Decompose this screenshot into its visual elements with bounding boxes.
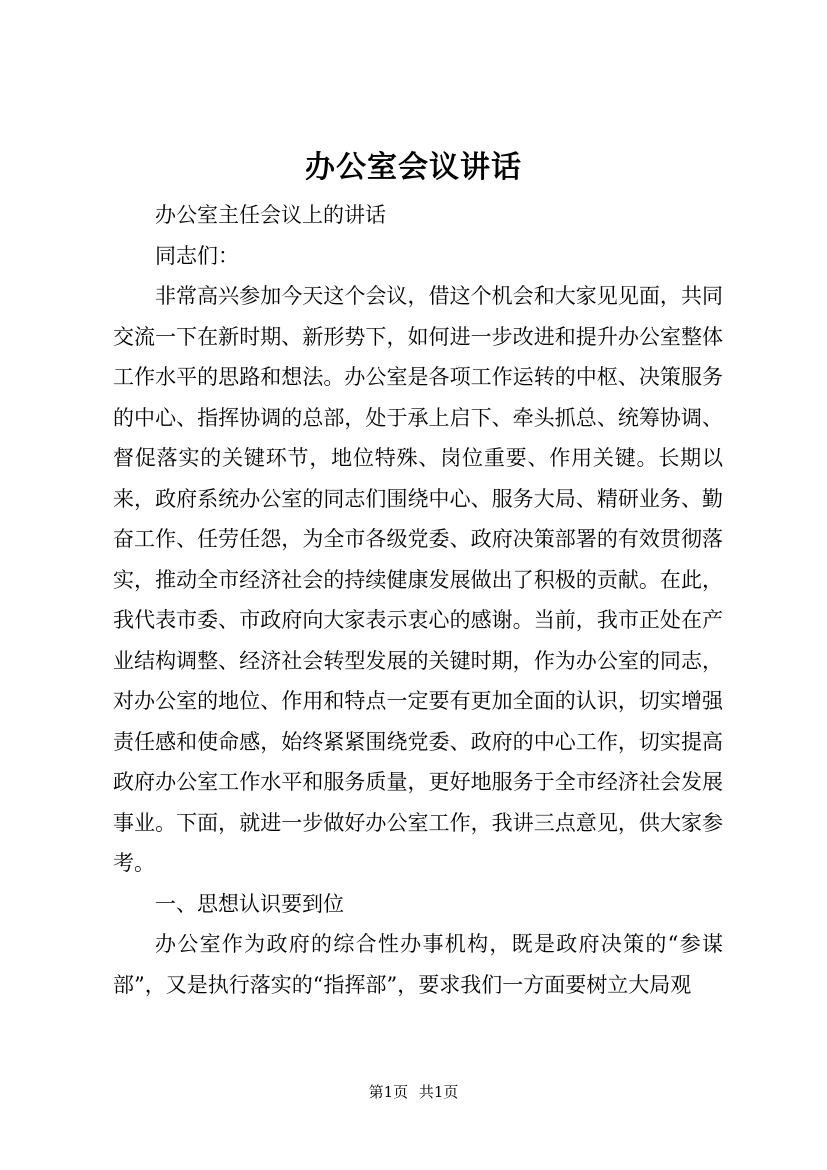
section-heading-1: 一、思想认识要到位: [155, 891, 344, 916]
page-number: 第1页: [368, 1083, 409, 1101]
paragraph-salutation: 同志们：: [155, 243, 239, 268]
paragraph-opening: 非常高兴参加今天这个会议，借这个机会和大家见见面，共同交流一下在新时期、新形势下，如何进一步改进和提升办公室整体工作水平的思路和想法。办公室是各项工作运转的中枢、决策服务的中心、指挥协调的总部，处于承上启下、牵头抓总、统筹协调、督促落实的关键环节，地位特殊、岗位重要、作用关键。长期以来，政府系统办公室的同志们围绕中心、服务大局、精研业务、勤奋工作、任劳任怨，为全市各级党委、政府决策部署的有效贯彻落实，推动全市经济社会的持续健康发展做出了积极的贡献。在此，我代表市委、市政府向大家表示衷心的感谢。当前，我市正处在产业结构调整、经济社会转型发展的关键时期，作为办公室的同志，对办公室的地位、作用和特点一定要有更加全面的认识，切实增强责任感和使命感，始终紧紧围绕党委、政府的中心工作，切实提高政府办公室工作水平和服务质量，更好地服务于全市经济社会发展事业。下面，就进一步做好办公室工作，我讲三点意见，供大家参考。: [113, 284, 723, 875]
paragraph-subtitle: 办公室主任会议上的讲话: [155, 203, 386, 227]
paragraph-section-1: 办公室作为政府的综合性办事机构，既是政府决策的“参谋部”，又是执行落实的“指挥部”，要求我们一方面要树立大局观: [113, 932, 723, 997]
page-total: 共1页: [418, 1083, 459, 1101]
document-body: [113, 195, 723, 1005]
document-title: 办公室会议讲话: [305, 150, 522, 185]
page-footer: [0, 1082, 827, 1102]
